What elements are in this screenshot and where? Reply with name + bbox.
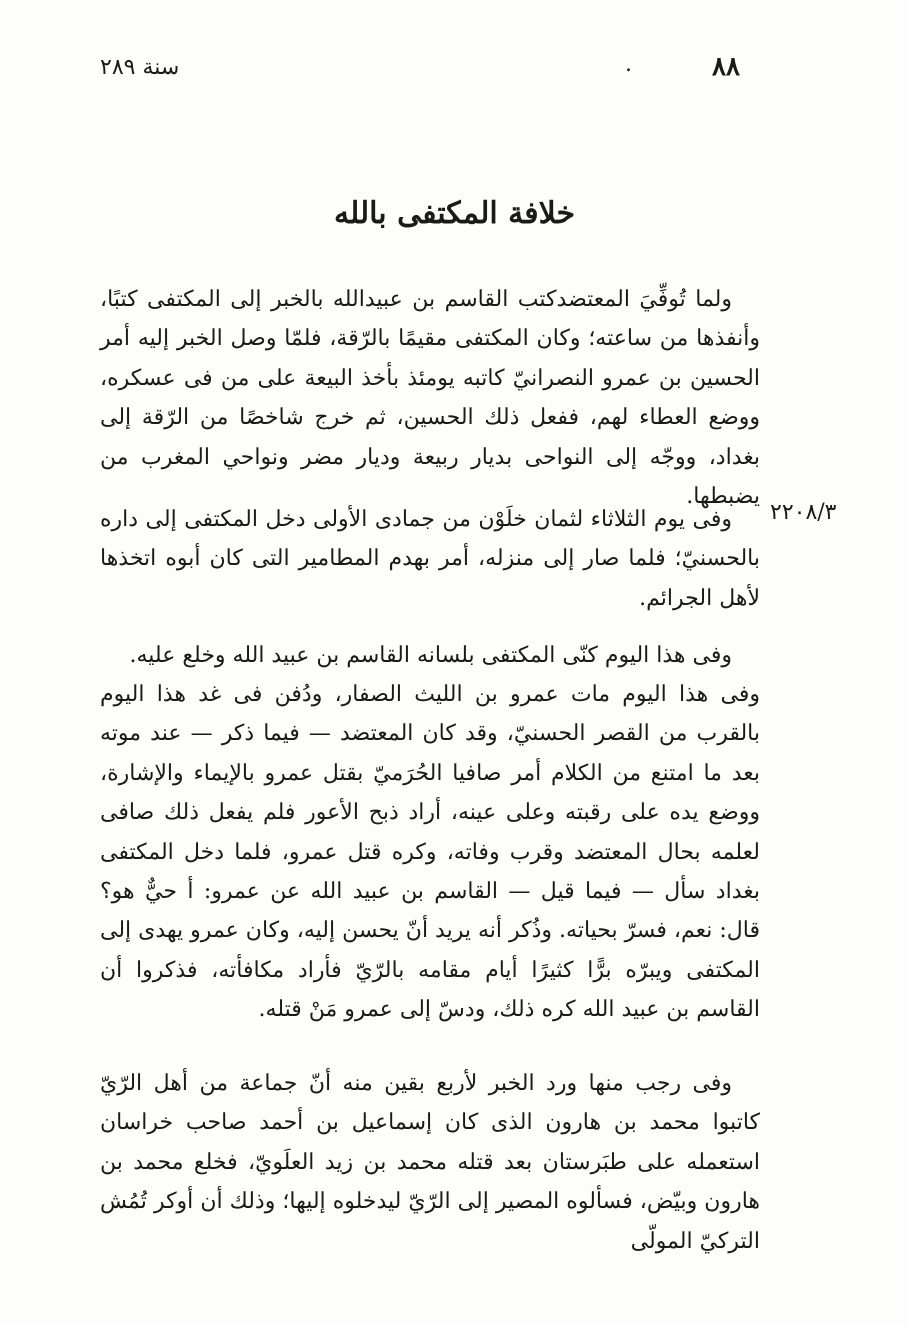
paragraph-4: وفى هذا اليوم مات عمرو بن الليث الصفار، ودُفن فى غد هذا اليوم بالقرب من القصر الحسنيّ، وقد كان المعتضد — فيما ذكر — عند موته بعد ما امتنع من الكلام أمر صافيا الحُرَميّ بقتل عمرو بالإيماء والإشارة، ووضع يده على رقبته وعلى عينه، أراد ذبح الأعور فلم يفعل ذلك صافى لعلمه بحال المعتضد وقرب وفاته، وكره قتل عمرو، فلما دخل المكتفى بغداد سأل — فيما قيل — القاسم بن عبيد الله عن عمرو: أ حيٌّ هو؟ قال: نعم، فسرّ بحياته. وذُكر أنه يريد أنّ يحسن إليه، وكان عمرو يهدى إلى المكتفى ويبرّه برًّا كثيرًا أيام مقامه بالرّيّ فأراد مكافأته، فذكروا أن القاسم بن عبيد الله كره ذلك، ودسّ إلى عمرو مَنْ قتله.	[100, 682, 760, 1023]
header-dot: .	[625, 52, 632, 77]
running-header-year: سنة ٢٨٩	[100, 55, 180, 80]
page-number: ٨٨	[712, 52, 740, 82]
paragraph-2: وفى يوم الثلاثاء لثمان خلَوْن من جمادى الأولى دخل المكتفى إلى داره بالحسنيّ؛ فلما صار إلى منزله، أمر بهدم المطامير التى كان أبوه اتخذها لأهل الجرائم.	[100, 507, 760, 611]
paragraph-5: وفى رجب منها ورد الخبر لأربع بقين منه أنّ جماعة من أهل الرّيّ كاتبوا محمد بن هارون الذى كان إسماعيل بن أحمد صاحب خراسان استعمله على طبَرستان بعد قتله محمد بن زيد العلَويّ، فخلع محمد بن هارون وبيّض، فسألوه المصير إلى الرّيّ ليدخلوه إليها؛ وذلك أن أوكر تُمُش التركيّ المولّى	[100, 1071, 760, 1254]
margin-reference: ٢٢٠٨/٣	[770, 500, 837, 525]
paragraph-3: وفى هذا اليوم كنّى المكتفى بلسانه القاسم بن عبيد الله وخلع عليه.	[129, 643, 732, 668]
section-title: خلافة المكتفى بالله	[333, 196, 576, 231]
paragraph-1: ولما تُوفِّيَ المعتضدكتب القاسم بن عبيدالله بالخبر إلى المكتفى كتبًا، وأنفذها من ساعته؛ وكان المكتفى مقيمًا بالرّقة، فلمّا وصل الخبر إليه أمر الحسين بن عمرو النصرانيّ كاتبه يومئذ بأخذ البيعة على من فى عسكره، ووضع العطاء لهم، ففعل ذلك الحسين، ثم خرج شاخصًا من الرّقة إلى بغداد، ووجّه إلى النواحى بديار ربيعة وديار مضر ونواحي المغرب من يضبطها.	[100, 287, 760, 510]
